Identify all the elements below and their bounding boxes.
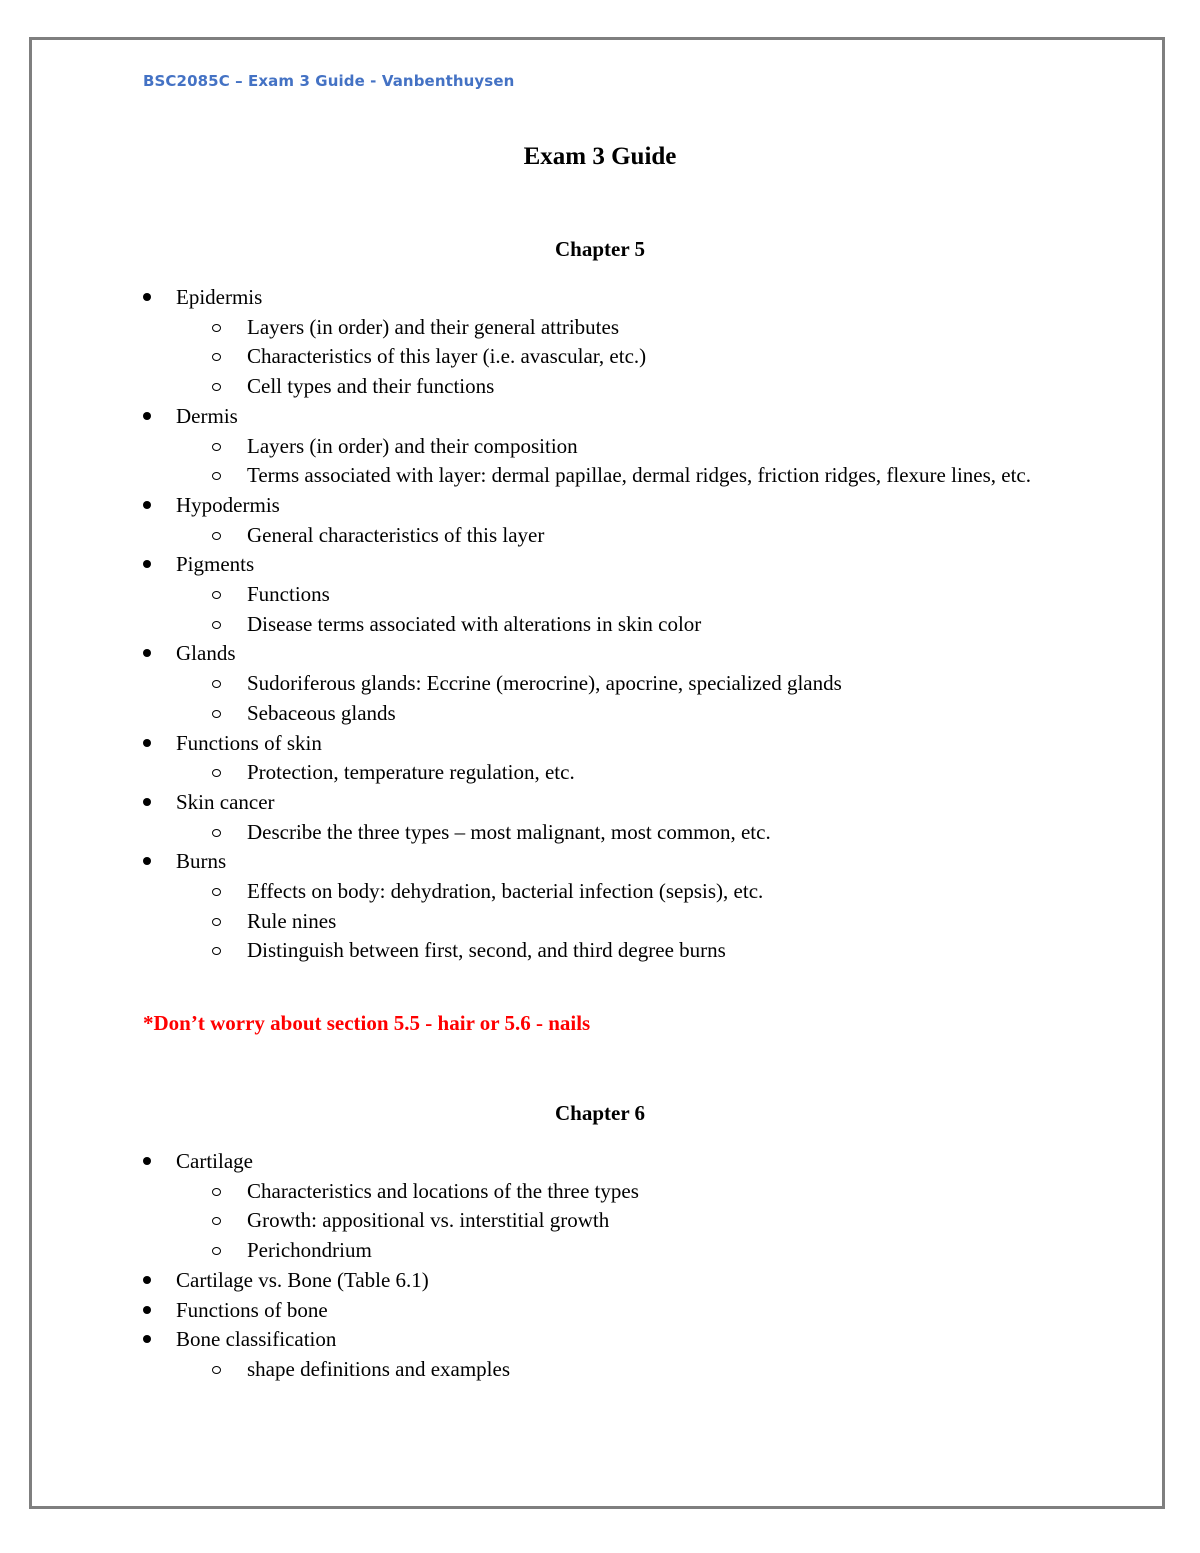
sub-list-item: [0, 521, 1047, 551]
page-title: Exam 3 Guide: [523, 143, 677, 170]
list-item-label: Functions of skin: [176, 730, 322, 755]
circle-bullet-icon: [212, 472, 221, 480]
circle-bullet-icon: [212, 1188, 221, 1196]
sub-list-item-label: Characteristics of this layer (i.e. avascular, etc.): [247, 344, 647, 369]
list-item-label: Cartilage: [176, 1149, 253, 1173]
bullet-icon: [143, 798, 151, 806]
circle-bullet-icon: [212, 829, 221, 837]
sub-list-item: [0, 1177, 1047, 1207]
circle-bullet-icon: [212, 621, 221, 629]
chapter-5-heading: Chapter 5: [554, 237, 646, 261]
list-item: [0, 1296, 1200, 1326]
list-item: [0, 729, 1200, 759]
list-item: [0, 491, 1200, 521]
sub-list-item-label: Effects on body: dehydration, bacterial infection (sepsis), etc.: [247, 879, 764, 904]
list-item-label: Functions of bone: [176, 1297, 328, 1322]
bullet-icon: [143, 1276, 151, 1284]
sub-list-item: [0, 432, 1047, 462]
circle-bullet-icon: [212, 888, 221, 896]
sub-list-item-label: Layers (in order) and their composition: [247, 433, 578, 458]
sub-list-item: [0, 907, 1047, 937]
sub-list-item: [0, 1206, 1047, 1236]
sub-list-item: [0, 372, 1047, 402]
sub-list-item-label: Perichondrium: [247, 1238, 372, 1263]
list-item: [0, 1325, 1200, 1355]
chapter-5-list: [0, 283, 1200, 966]
list-item-label: Bone classification: [176, 1327, 337, 1352]
sub-list-item: [0, 1355, 1047, 1385]
circle-bullet-icon: [212, 1217, 221, 1225]
bullet-icon: [143, 293, 151, 301]
circle-bullet-icon: [212, 1247, 221, 1255]
chapter-6-heading: Chapter 6: [554, 1101, 646, 1125]
list-item-label: Epidermis: [176, 285, 263, 309]
sub-list-item-label: Sudoriferous glands: Eccrine (merocrine), apocrine, specialized glands: [247, 671, 842, 696]
sub-list-item-label: Sebaceous glands: [247, 700, 396, 725]
sub-list-item: [0, 580, 1047, 610]
list-item: [0, 1266, 1200, 1296]
sub-list-item-label: Functions: [247, 582, 330, 607]
list-item-label: Burns: [176, 849, 227, 874]
sub-list-item: [0, 818, 1047, 848]
sub-list-item-label: Protection, temperature regulation, etc.: [247, 760, 575, 785]
chapter-6-list: [0, 1147, 1200, 1385]
list-item: [0, 550, 1200, 580]
bullet-icon: [143, 560, 151, 568]
sub-list-item-label: General characteristics of this layer: [247, 522, 545, 547]
list-item: [0, 283, 1200, 313]
list-item-label: Hypodermis: [176, 492, 280, 517]
sub-list-item-label: Disease terms associated with alterations in skin color: [247, 611, 702, 636]
sub-list-item-label: Layers (in order) and their general attributes: [247, 314, 620, 339]
bullet-icon: [143, 412, 151, 420]
sub-list-item: [0, 758, 1047, 788]
sub-list-item-label: Describe the three types – most malignant, most common, etc.: [247, 819, 771, 844]
list-item: [0, 402, 1200, 432]
sub-list-item-label: Characteristics and locations of the three types: [247, 1178, 639, 1203]
list-item-label: Glands: [176, 641, 236, 666]
sub-list-item: [0, 610, 1047, 640]
sub-list-item: [0, 342, 1047, 372]
sub-list-item: [0, 1236, 1047, 1266]
circle-bullet-icon: [212, 383, 221, 391]
circle-bullet-icon: [212, 947, 221, 955]
document-header: BSC2085C – Exam 3 Guide - Vanbenthuysen: [143, 72, 515, 90]
circle-bullet-icon: [212, 353, 221, 361]
sub-list-item-label: Growth: appositional vs. interstitial growth: [247, 1208, 610, 1233]
bullet-icon: [143, 1306, 151, 1314]
bullet-icon: [143, 1335, 151, 1343]
circle-bullet-icon: [212, 918, 221, 926]
list-item-label: Skin cancer: [176, 789, 275, 814]
bullet-icon: [143, 649, 151, 657]
list-item: [0, 1147, 1200, 1177]
bullet-icon: [143, 1157, 151, 1165]
exclusion-note: *Don’t worry about section 5.5 - hair or 5.6 - nails: [143, 1011, 591, 1035]
sub-list-item-label: Rule nines: [247, 908, 337, 933]
list-item: [0, 788, 1200, 818]
sub-list-item: [0, 461, 1047, 491]
sub-list-item-label: Cell types and their functions: [247, 374, 495, 399]
sub-list-item-label: Distinguish between first, second, and third degree burns: [247, 938, 726, 963]
bullet-icon: [143, 739, 151, 747]
circle-bullet-icon: [212, 769, 221, 777]
circle-bullet-icon: [212, 680, 221, 688]
circle-bullet-icon: [212, 591, 221, 599]
circle-bullet-icon: [212, 324, 221, 332]
sub-list-item-label: shape definitions and examples: [247, 1356, 511, 1381]
bullet-icon: [143, 501, 151, 509]
circle-bullet-icon: [212, 532, 221, 540]
sub-list-item: [0, 313, 1047, 343]
circle-bullet-icon: [212, 710, 221, 718]
list-item: [0, 639, 1200, 669]
sub-list-item-label: Terms associated with layer: dermal papillae, dermal ridges, friction ridges, flexure lines, etc.: [247, 463, 1031, 488]
sub-list-item: [0, 877, 1047, 907]
sub-list-item: [0, 699, 1047, 729]
list-item-label: Dermis: [176, 403, 238, 428]
sub-list-item: [0, 936, 1047, 966]
circle-bullet-icon: [212, 443, 221, 451]
list-item-label: Cartilage vs. Bone (Table 6.1): [176, 1267, 429, 1292]
bullet-icon: [143, 857, 151, 865]
circle-bullet-icon: [212, 1366, 221, 1374]
list-item: [0, 847, 1200, 877]
sub-list-item: [0, 669, 1047, 699]
list-item-label: Pigments: [176, 552, 255, 577]
